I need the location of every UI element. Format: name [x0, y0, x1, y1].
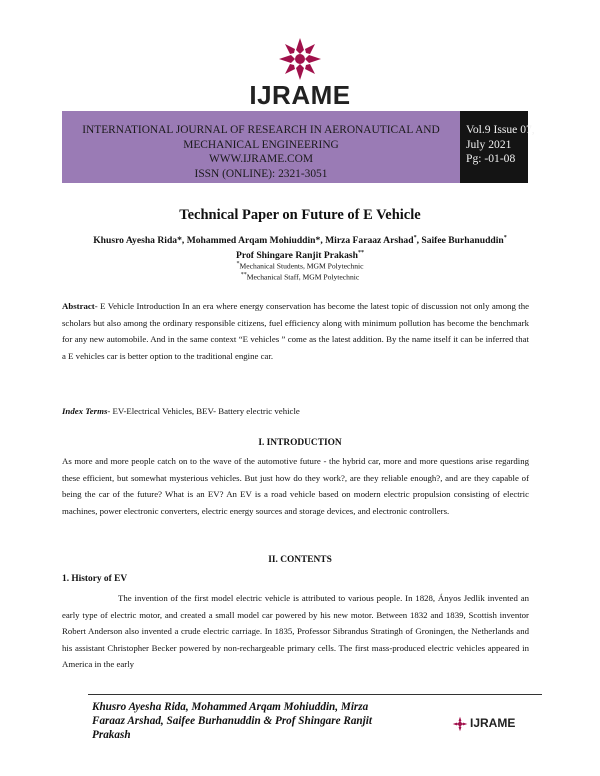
journal-name-line1: INTERNATIONAL JOURNAL OF RESEARCH IN AERONAUTICAL AND	[82, 124, 440, 136]
footer-logo-wordmark: IJRAME	[470, 716, 516, 730]
affiliation-students: Mechanical Students, MGM Polytechnic	[239, 261, 364, 271]
index-terms-text: - EV-Electrical Vehicles, BEV- Battery electric vehicle	[107, 406, 300, 416]
author-line-1-end: , Saifee Burhanuddin	[416, 235, 504, 247]
introduction-heading: I. INTRODUCTION	[258, 438, 342, 448]
affil-sup: **	[240, 272, 247, 279]
journal-issn: ISSN (ONLINE): 2321-3051	[194, 167, 328, 180]
index-terms-label: Index Terms	[62, 406, 108, 416]
author-line-2: Prof Shingare Ranjit Prakash	[236, 250, 358, 262]
footer-logo	[452, 714, 532, 734]
author-sup: **	[357, 250, 364, 257]
footer-divider	[88, 694, 542, 695]
issue-date: July 2021	[466, 137, 512, 151]
logo-wordmark: IJRAME	[249, 80, 351, 110]
issue-volume: Vol.9 Issue 07,	[466, 123, 535, 136]
abstract-label: Abstract	[62, 301, 95, 311]
affiliations	[0, 260, 600, 282]
affil-sup: *	[236, 261, 240, 267]
footer-authors: Khusro Ayesha Rida, Mohammed Arqam Mohiuddin, Mirza Faraaz Arshad, Saifee Burhanuddin & Prof Shingare Ranjit Prakash	[92, 701, 372, 741]
author-sup: *	[413, 235, 417, 241]
abstract	[62, 298, 529, 364]
journal-header	[62, 111, 535, 183]
journal-info	[62, 111, 460, 183]
issue-info	[460, 111, 535, 183]
journal-website: WWW.IJRAME.COM	[209, 153, 313, 165]
history-text: The invention of the first model electric vehicle is attributed to various people. In 1828, Ányos Jedlik invented an early type of electric motor, and created a small model car powered by his new motor. Between 1832 and 1839, Scottish inventor Robert Anderson also invented a crude electric carriage. In 1835, Professor Sibrandus Stratingh of Groningen, the Netherlands and his assistant Christopher Becker powered by non-rechargeable primary cells. The first mass-produced electric vehicles appeared in America in the early	[62, 593, 529, 669]
author-line-1: Khusro Ayesha Rida*, Mohammed Arqam Mohiuddin*, Mirza Faraaz Arshad	[93, 235, 414, 247]
star-logo-icon	[452, 716, 468, 732]
issue-pages: Pg: -01-08	[466, 152, 516, 165]
author-sup: *	[503, 235, 507, 241]
paper-title: Technical Paper on Future of E Vehicle	[179, 207, 421, 223]
abstract-text: - E Vehicle Introduction In an era where energy conservation has become the latest topic of discussion not only among the scholars but also among the ordinary responsible citizens, fuel efficiency along with minimum pollution has become the benchmark for any new automobile. And in the same context “E vehicles ” come as the latest addition. By the name itself it can be inferred that a E vehicles car is better option to the traditional engine car.	[62, 301, 529, 361]
introduction-text: As more and more people catch on to the wave of the automotive future - the hybrid car, more and more questions arise regarding these efficient, but somewhat mysterious vehicles. But just how do they work?, are they reliable enough?, and are they capable of being the car of the future? What is an EV? An EV is a road vehicle based on modern electric propulsion consisting of electric machines, power electronic converters, electric energy sources and storage devices, and electronic controllers.	[62, 456, 529, 516]
history-paragraph	[62, 590, 529, 673]
index-terms	[62, 403, 529, 420]
affiliation-staff: Mechanical Staff, MGM Polytechnic	[246, 272, 360, 282]
journal-name-line2: MECHANICAL ENGINEERING	[183, 138, 339, 151]
star-logo-icon	[277, 36, 323, 82]
history-subheading: 1. History of EV	[62, 574, 128, 584]
journal-logo	[0, 36, 600, 108]
author-list	[0, 232, 600, 262]
contents-heading: II. CONTENTS	[268, 555, 332, 565]
